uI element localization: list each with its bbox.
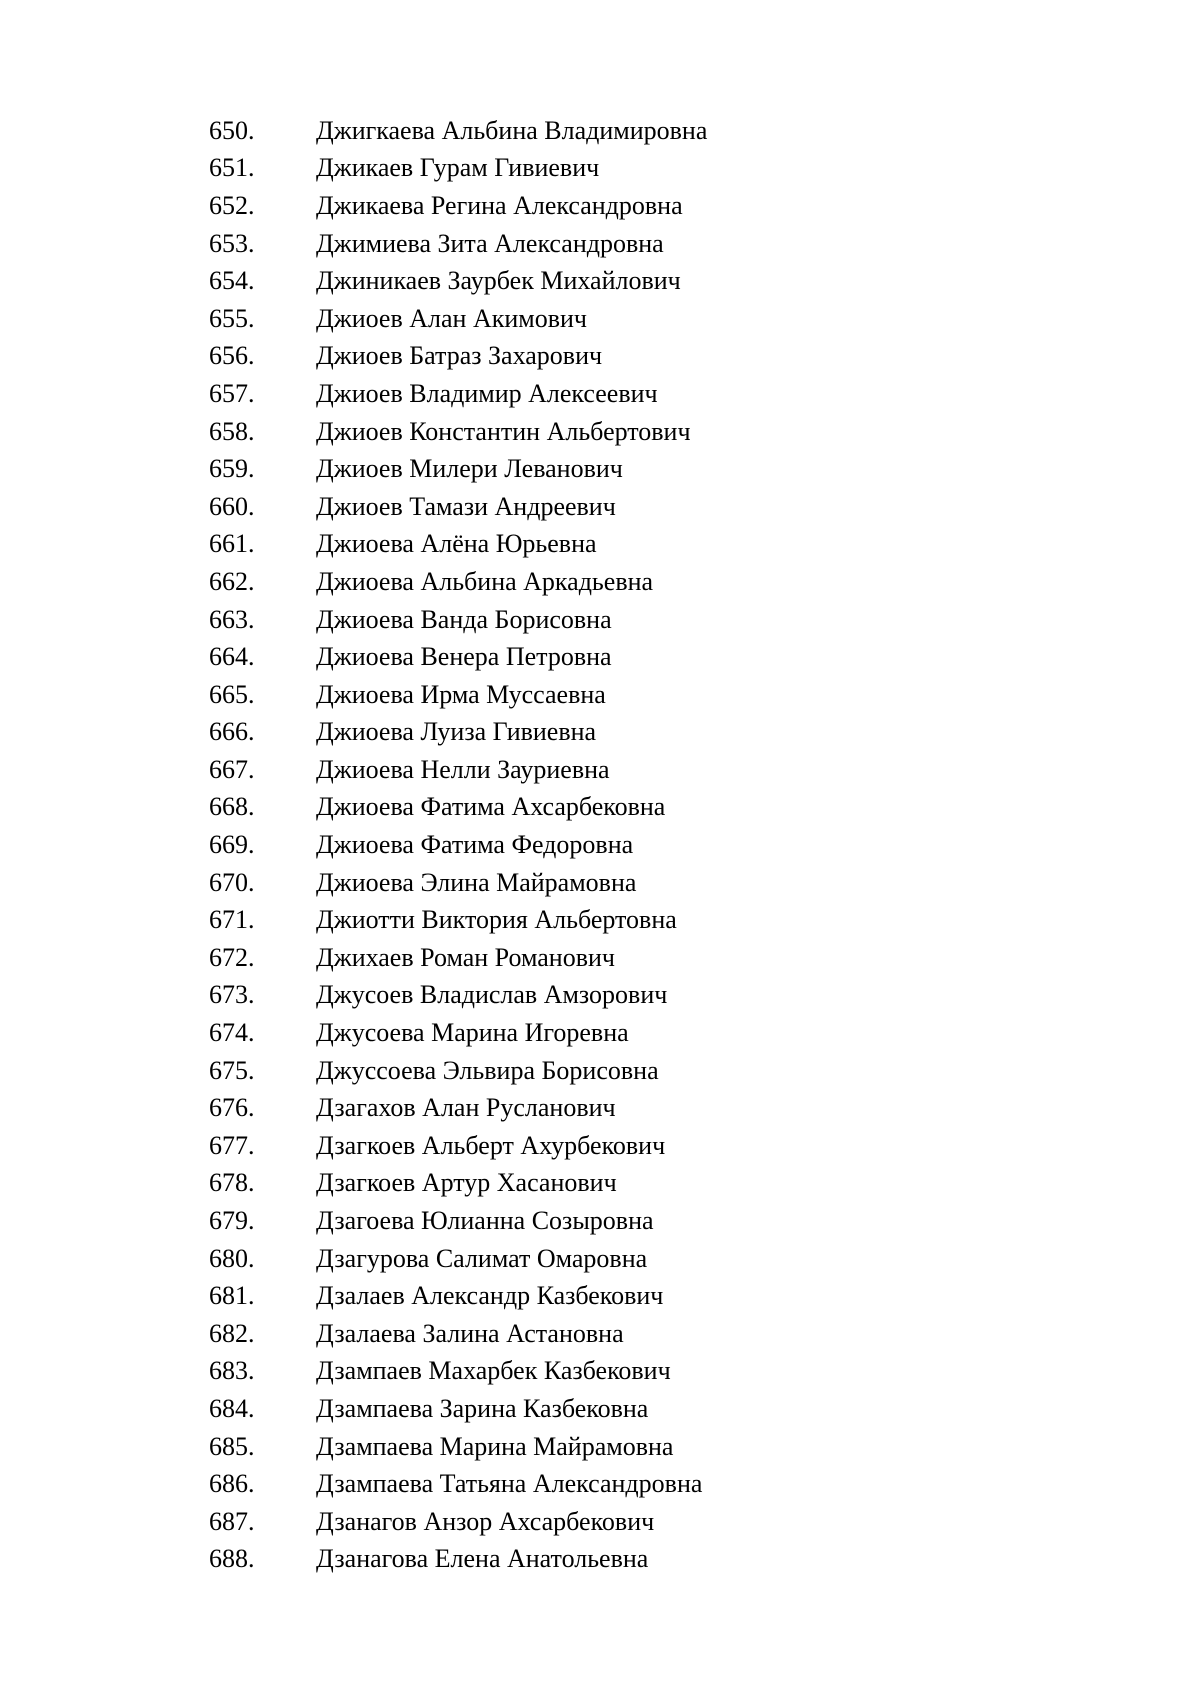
- entry-name: Дзампаева Татьяна Александровна: [316, 1469, 703, 1499]
- list-item: [209, 939, 707, 977]
- entry-name: Дзалаев Александр Казбекович: [316, 1281, 664, 1311]
- entry-name: Джиоев Милери Леванович: [316, 454, 623, 484]
- list-item: [209, 751, 707, 789]
- entry-number: 653.: [209, 228, 255, 258]
- entry-number: 677.: [209, 1130, 255, 1160]
- entry-name: Джусоев Владислав Амзорович: [316, 980, 668, 1010]
- entry-number: 662.: [209, 566, 255, 596]
- entry-name: Дзагурова Салимат Омаровна: [316, 1243, 648, 1273]
- entry-name: Джусоева Марина Игоревна: [316, 1018, 629, 1048]
- entry-number: 667.: [209, 754, 255, 784]
- entry-name: Джиоева Ванда Борисовна: [316, 604, 612, 634]
- entry-number: 679.: [209, 1206, 255, 1236]
- entry-name: Джиотти Виктория Альбертовна: [316, 905, 677, 935]
- entry-number: 674.: [209, 1018, 255, 1048]
- list-item: [209, 1014, 707, 1052]
- entry-number: 663.: [209, 604, 255, 634]
- entry-name: Джихаев Роман Романович: [316, 942, 615, 972]
- list-item: [209, 638, 707, 676]
- list-item: [209, 338, 707, 376]
- list-item: [209, 601, 707, 639]
- entry-number: 672.: [209, 942, 255, 972]
- entry-number: 652.: [209, 190, 255, 220]
- entry-number: 658.: [209, 416, 255, 446]
- entry-name: Джиоева Луиза Гивиевна: [316, 717, 597, 747]
- list-item: [209, 864, 707, 902]
- entry-name: Джиоева Нелли Зауриевна: [316, 754, 610, 784]
- entry-name: Дзагкоев Альберт Ахурбекович: [316, 1130, 666, 1160]
- entry-number: 671.: [209, 905, 255, 935]
- entry-number: 665.: [209, 679, 255, 709]
- list-item: [209, 1428, 707, 1466]
- entry-name: Джиоева Алёна Юрьевна: [316, 529, 597, 559]
- entry-name: Джигкаева Альбина Владимировна: [316, 115, 708, 145]
- list-item: [209, 300, 707, 338]
- list-item: [209, 977, 707, 1015]
- entry-number: 676.: [209, 1093, 255, 1123]
- list-item: [209, 375, 707, 413]
- entry-name: Дзампаева Марина Майрамовна: [316, 1431, 674, 1461]
- list-item: [209, 826, 707, 864]
- entry-number: 686.: [209, 1469, 255, 1499]
- entry-name: Джиоева Элина Майрамовна: [316, 867, 637, 897]
- entry-name: Джиоева Фатима Федоровна: [316, 830, 634, 860]
- list-item: [209, 1315, 707, 1353]
- list-item: [209, 150, 707, 188]
- list-item: [209, 1165, 707, 1203]
- entry-name: Джиоев Тамази Андреевич: [316, 491, 616, 521]
- entry-number: 670.: [209, 867, 255, 897]
- entry-number: 660.: [209, 491, 255, 521]
- entry-number: 659.: [209, 454, 255, 484]
- entry-name: Дзалаева Залина Астановна: [316, 1318, 624, 1348]
- entry-number: 682.: [209, 1318, 255, 1348]
- list-item: [209, 1353, 707, 1391]
- list-item: [209, 1465, 707, 1503]
- list-item: [209, 450, 707, 488]
- entry-name: Джиоева Альбина Аркадьевна: [316, 566, 654, 596]
- entry-number: 675.: [209, 1055, 255, 1085]
- entry-name: Дзампаев Махарбек Казбекович: [316, 1356, 671, 1386]
- entry-name: Дзагоева Юлианна Созыровна: [316, 1206, 654, 1236]
- entry-number: 688.: [209, 1544, 255, 1574]
- entry-name: Дзагахов Алан Русланович: [316, 1093, 616, 1123]
- entry-name: Дзагкоев Артур Хасанович: [316, 1168, 617, 1198]
- entry-name: Джикаева Регина Александровна: [316, 190, 683, 220]
- entry-number: 687.: [209, 1506, 255, 1536]
- entry-name: Джиоева Фатима Ахсарбековна: [316, 792, 666, 822]
- entry-name: Джиоев Константин Альбертович: [316, 416, 691, 446]
- entry-name: Дзанагов Анзор Ахсарбекович: [316, 1506, 655, 1536]
- list-item: [209, 901, 707, 939]
- list-item: [209, 1127, 707, 1165]
- entry-name: Дзампаева Зарина Казбековна: [316, 1393, 649, 1423]
- list-item: [209, 1052, 707, 1090]
- entry-name: Джуссоева Эльвира Борисовна: [316, 1055, 659, 1085]
- entry-name: Джиникаев Заурбек Михайлович: [316, 266, 681, 296]
- list-item: [209, 1202, 707, 1240]
- entry-name: Джиоев Владимир Алексеевич: [316, 378, 658, 408]
- entry-number: 666.: [209, 717, 255, 747]
- entry-number: 685.: [209, 1431, 255, 1461]
- entry-number: 656.: [209, 341, 255, 371]
- numbered-name-list: [209, 112, 707, 1578]
- entry-number: 673.: [209, 980, 255, 1010]
- list-item: [209, 1503, 707, 1541]
- entry-number: 650.: [209, 115, 255, 145]
- entry-number: 681.: [209, 1281, 255, 1311]
- entry-name: Джикаев Гурам Гивиевич: [316, 153, 600, 183]
- list-item: [209, 526, 707, 564]
- entry-number: 661.: [209, 529, 255, 559]
- entry-number: 657.: [209, 378, 255, 408]
- list-item: [209, 1277, 707, 1315]
- list-item: [209, 563, 707, 601]
- entry-number: 651.: [209, 153, 255, 183]
- list-item: [209, 413, 707, 451]
- entry-number: 683.: [209, 1356, 255, 1386]
- entry-name: Дзанагова Елена Анатольевна: [316, 1544, 649, 1574]
- entry-name: Джиоев Батраз Захарович: [316, 341, 603, 371]
- entry-name: Джиоев Алан Акимович: [316, 303, 587, 333]
- entry-number: 664.: [209, 642, 255, 672]
- list-item: [209, 714, 707, 752]
- entry-number: 678.: [209, 1168, 255, 1198]
- entry-name: Джиоева Венера Петровна: [316, 642, 612, 672]
- entry-number: 654.: [209, 266, 255, 296]
- entry-number: 680.: [209, 1243, 255, 1273]
- list-item: [209, 676, 707, 714]
- list-item: [209, 1541, 707, 1579]
- entry-number: 655.: [209, 303, 255, 333]
- list-item: [209, 262, 707, 300]
- list-item: [209, 1390, 707, 1428]
- list-item: [209, 1240, 707, 1278]
- list-item: [209, 112, 707, 150]
- entry-number: 669.: [209, 830, 255, 860]
- list-item: [209, 225, 707, 263]
- entry-name: Джимиева Зита Александровна: [316, 228, 664, 258]
- list-item: [209, 187, 707, 225]
- list-item: [209, 488, 707, 526]
- entry-number: 684.: [209, 1393, 255, 1423]
- list-item: [209, 1089, 707, 1127]
- list-item: [209, 789, 707, 827]
- entry-name: Джиоева Ирма Муссаевна: [316, 679, 606, 709]
- entry-number: 668.: [209, 792, 255, 822]
